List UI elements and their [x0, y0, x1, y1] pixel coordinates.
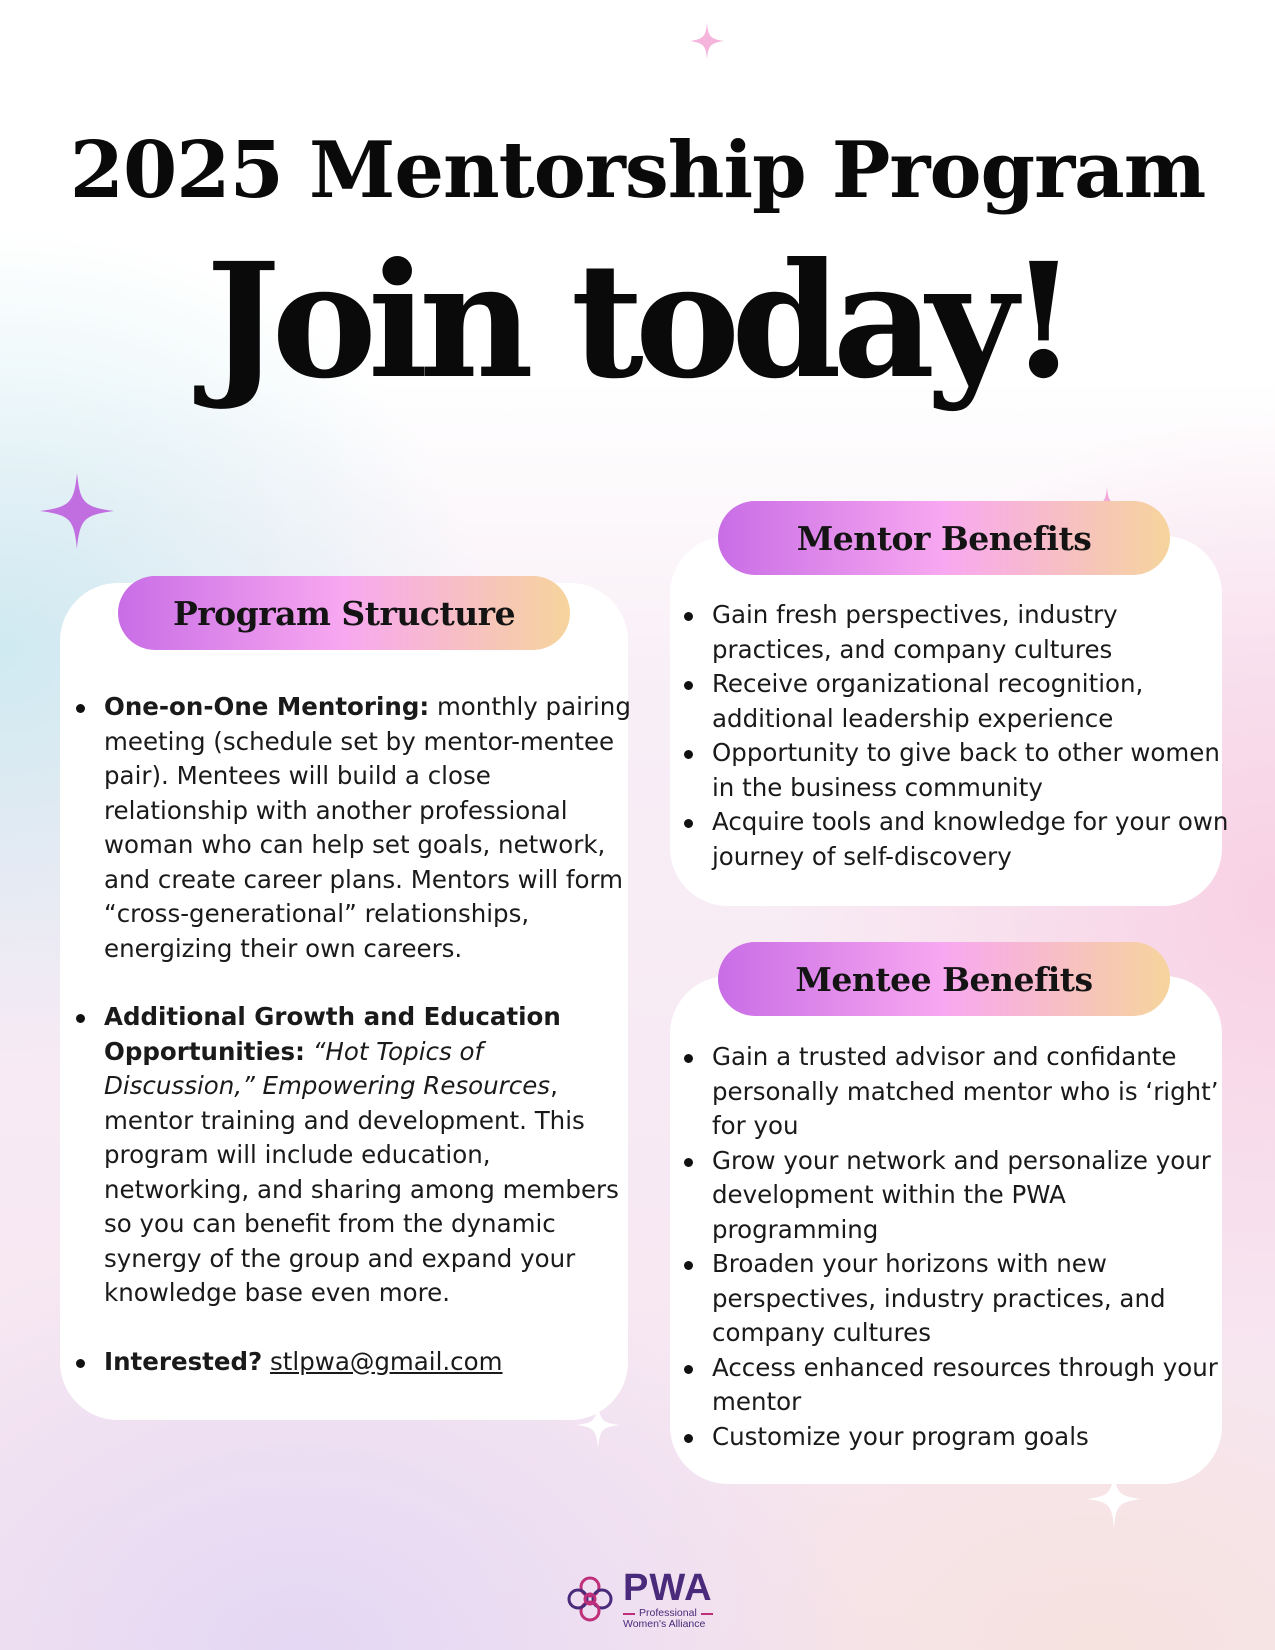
item-italic: “Hot Topics of Discussion,” Empowering Resources [104, 1036, 551, 1100]
pwa-logo [563, 1568, 723, 1630]
logo-line1: Professional [639, 1607, 697, 1619]
list-item: Opportunity to give back to other women in the business community [670, 736, 1230, 805]
item-text: , mentor training and development. This program will include education, networking, and sharing among members so you can benefit from the dynamic synergy of the group and expand your knowledge base even more. [104, 1071, 619, 1307]
list-item: Broaden your horizons with new perspectives, industry practices, and company cultures [670, 1247, 1230, 1351]
headline: Join today! [205, 229, 1070, 414]
item-lead: One-on-One Mentoring: [104, 692, 430, 721]
list-item: Gain fresh perspectives, industry practices, and company cultures [670, 598, 1230, 667]
program-structure-heading: Program Structure [118, 576, 570, 650]
list-item [62, 690, 632, 966]
list-item [62, 1000, 632, 1311]
program-structure-list [62, 690, 632, 1413]
email-link[interactable]: stlpwa@gmail.com [270, 1346, 503, 1376]
list-item: Acquire tools and knowledge for your own journey of self-discovery [670, 805, 1230, 874]
page-title: 2025 Mentorship Program [69, 125, 1206, 216]
mentor-benefits-heading: Mentor Benefits [718, 501, 1170, 575]
list-item: Gain a trusted advisor and confidante personally matched mentor who is ‘right’ for you [670, 1040, 1230, 1144]
mentor-benefits-list [670, 598, 1230, 874]
list-item: Receive organizational recognition, additional leadership experience [670, 667, 1230, 736]
item-lead: Interested? [104, 1346, 263, 1376]
pwa-emblem-icon [563, 1572, 617, 1626]
list-item: Customize your program goals [670, 1420, 1230, 1455]
list-item: Access enhanced resources through your mentor [670, 1351, 1230, 1420]
list-item: Grow your network and personalize your development within the PWA programming [670, 1144, 1230, 1248]
list-item [62, 1345, 632, 1380]
logo-acronym: PWA [623, 1567, 713, 1609]
item-text: monthly pairing meeting (schedule set by mentor-mentee pair). Mentees will build a close relationship with another professional woman who can help set goals, network, and create career plans. Mentors will form “cross-generational” relationships, energizing their own careers. [104, 692, 631, 963]
logo-line2: Women's Alliance [623, 1618, 706, 1630]
mentee-benefits-list [670, 1040, 1230, 1454]
sparkle-icon [40, 473, 114, 549]
sparkle-icon [690, 22, 724, 60]
mentee-benefits-heading: Mentee Benefits [718, 942, 1170, 1016]
item-lead: Additional Growth and Education Opportunities: [104, 1002, 561, 1066]
